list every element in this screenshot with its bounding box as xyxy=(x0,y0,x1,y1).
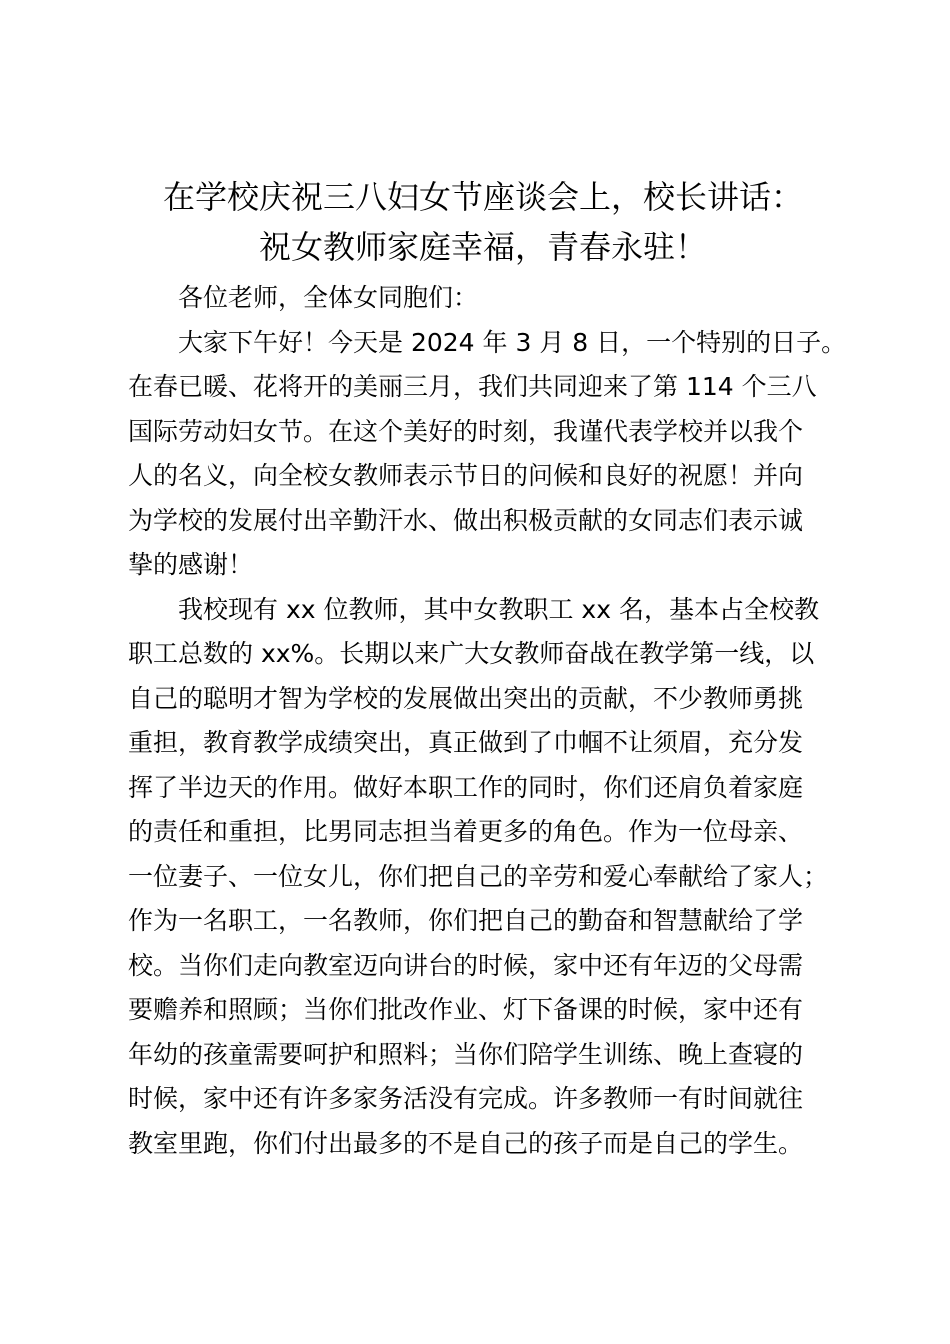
paragraph-line: 人的名义，向全校女教师表示节日的问候和良好的祝愿！并向 xyxy=(128,461,804,490)
paragraph-line: 作为一名职工，一名教师，你们把自己的勤奋和智慧献给了学 xyxy=(128,906,804,935)
paragraph-line: 年幼的孩童需要呵护和照料；当你们陪学生训练、晚上查寝的 xyxy=(128,1039,804,1069)
document-page xyxy=(128,172,847,1166)
title-line-2: 祝女教师家庭幸福，青春永驻！ xyxy=(258,228,707,266)
paragraph-line: 在春已暖、花将开的美丽三月，我们共同迎来了第 114 个三八 xyxy=(128,372,817,401)
paragraph-2 xyxy=(128,588,838,1167)
paragraph-line: 的责任和重担，比男同志担当着更多的角色。作为一位母亲、 xyxy=(128,817,804,846)
greeting-line: 各位老师，全体女同胞们： xyxy=(178,283,479,312)
paragraph-line: 挥了半边天的作用。做好本职工作的同时，你们还肩负着家庭 xyxy=(128,772,804,802)
paragraph-line: 重担，教育教学成绩突出，真正做到了巾帼不让须眉，充分发 xyxy=(128,728,804,757)
paragraph-line: 为学校的发展付出辛勤汗水、做出积极贡献的女同志们表示诚 xyxy=(128,505,804,535)
paragraph-line: 国际劳动妇女节。在这个美好的时刻，我谨代表学校并以我个 xyxy=(128,416,804,446)
paragraph-line: 挚的感谢！ xyxy=(128,550,254,579)
paragraph-line: 要赡养和照顾；当你们批改作业、灯下备课的时候，家中还有 xyxy=(128,995,804,1024)
paragraph-line: 自己的聪明才智为学校的发展做出突出的贡献，不少教师勇挑 xyxy=(128,683,804,713)
paragraph-line: 教室里跑，你们付出最多的不是自己的孩子而是自己的学生。 xyxy=(128,1128,804,1158)
greeting xyxy=(128,276,838,321)
paragraph-line: 时候，家中还有许多家务活没有完成。许多教师一有时间就往 xyxy=(128,1084,804,1113)
document-title xyxy=(128,172,838,272)
title-line-1: 在学校庆祝三八妇女节座谈会上，校长讲话： xyxy=(162,178,803,216)
paragraph-1 xyxy=(128,321,847,588)
paragraph-line: 我校现有 xx 位教师，其中女教职工 xx 名，基本占全校教 xyxy=(178,594,819,624)
paragraph-line: 一位妻子、一位女儿，你们把自己的辛劳和爱心奉献给了家人； xyxy=(128,861,829,891)
paragraph-line: 职工总数的 xx%。长期以来广大女教师奋战在教学第一线，以 xyxy=(128,639,815,668)
paragraph-line: 大家下午好！今天是 2024 年 3 月 8 日，一个特别的日子。 xyxy=(178,327,847,357)
paragraph-line: 校。当你们走向教室迈向讲台的时候，家中还有年迈的父母需 xyxy=(128,950,804,980)
